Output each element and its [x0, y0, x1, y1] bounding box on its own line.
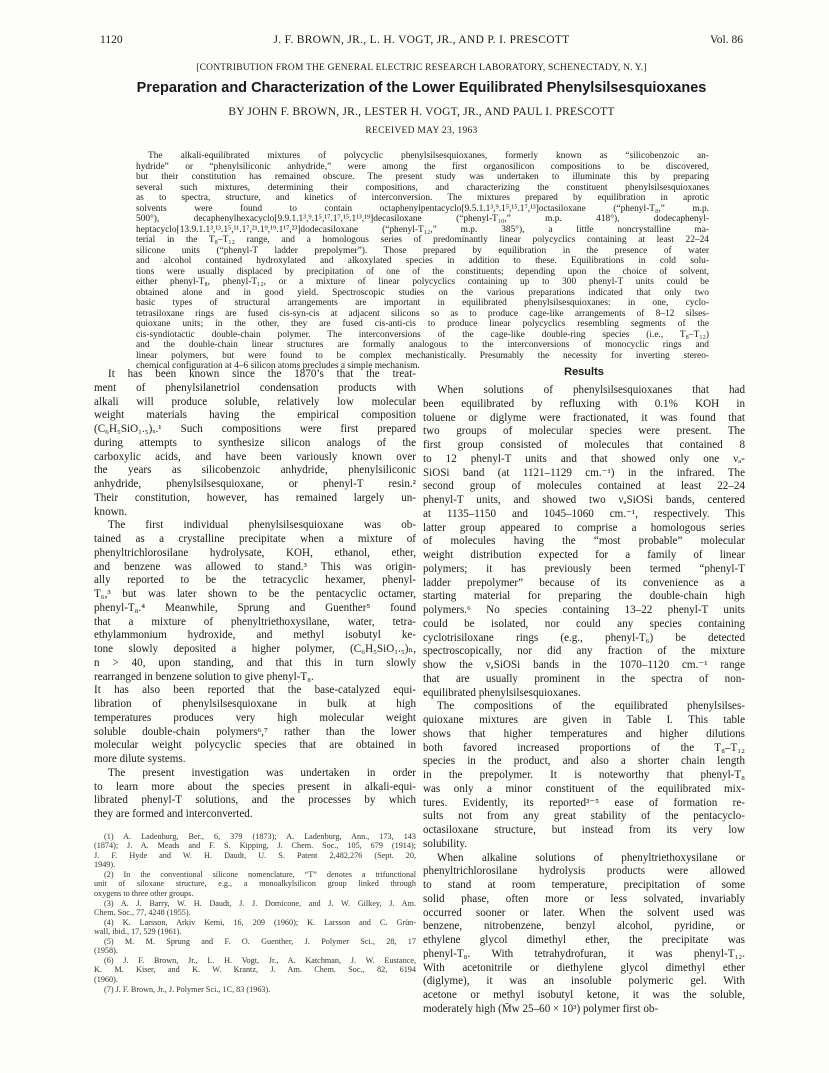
body-line: two groups of molecular species were present. The: [423, 425, 745, 438]
abstract-line: heptacyclo[13.9.1.1³,¹³.1⁵,¹¹.1⁷,²¹.1⁹,¹⁹.1¹⁷,²³]dodecasiloxane (“phenyl-T₁₂,” m.p. 385°), a little noncrystalline ma-: [136, 224, 709, 235]
body-line: polymers.⁶ No species containing 13–22 phenyl-T units: [423, 604, 745, 616]
footnote-line: (1874); J. A. Meads and F. S. Kipping, J. Chem. Soc., 105, 679 (1914);: [94, 841, 416, 851]
footnote-line: (7) J. F. Brown, Jr., J. Polymer Sci., 1C, 83 (1963).: [104, 984, 271, 994]
body-line: show the νₐSiOSi bands in the 1070–1120 cm.⁻¹ range: [423, 659, 745, 671]
footnote-line: (1958).: [94, 946, 118, 956]
footnote-line: (1) A. Ladenburg, Ber., 6, 379 (1873); A. Ladenburg, Ann., 173, 143: [104, 831, 416, 841]
body-line: SiOSi band (at 1121–1129 cm.⁻¹) in the infrared. The: [423, 466, 745, 479]
footnote-line: J. F. Hyde and W. H. Daudt, U. S. Patent 2,482,276 (Sept. 20,: [94, 850, 416, 860]
body-line: that a mixture of phenyltriethoxysilane, water, tetra-: [94, 615, 416, 628]
body-line: When alkaline solutions of phenyltriethoxysilane or: [437, 851, 745, 864]
body-line: phenyltrichlorosilane hydrolysate, KOH, ethanol, ether,: [94, 546, 416, 559]
body-line: equilibrated phenylsilsesquioxanes.: [423, 686, 581, 699]
body-line: The compositions of the equilibrated phenylsilses-: [437, 700, 745, 713]
body-line: to 12 phenyl-T units and that showed only one νₐ-: [423, 452, 745, 465]
body-line: cyclotrisiloxane rings (e.g., phenyl-T₆) be detected: [423, 631, 745, 644]
body-line: tone slowly deposited a higher polymer, (C₆H₅SiO₁.₅)ₙ,: [94, 643, 416, 655]
left-column: [94, 368, 416, 994]
footnote-line: oxygens to three other groups.: [94, 889, 194, 899]
received-date: RECEIVED MAY 23, 1963: [365, 126, 478, 136]
volume-number: Vol. 86: [709, 34, 743, 46]
body-line: the years as silicobenzoic anhydride, phenylsiliconic: [94, 464, 416, 477]
body-line: anhydride, phenylsilsesquioxane, or phenyl-T resin.²: [94, 478, 416, 490]
body-line: solubility.: [423, 837, 467, 850]
body-line: solid phase, often more or less solvated, invariably: [423, 892, 745, 905]
body-line: phenyl-T₈.⁴ Meanwhile, Sprung and Guenther⁵ found: [94, 601, 416, 614]
body-line: occurred sooner or later. When the solvent used was: [423, 906, 745, 919]
body-line: sults not from any great stability of the pentacyclo-: [423, 810, 745, 823]
body-line: octasiloxane structure, but instead from its very low: [423, 824, 745, 836]
body-line: ment of phenylsilanetriol condensation products with: [94, 381, 416, 394]
body-line: first group consisted of molecules that contained 8: [423, 439, 745, 451]
body-line: during attempts to synthesize silicon analogs of the: [94, 436, 416, 449]
body-line: The first individual phenylsilsesquioxane was ob-: [108, 519, 416, 532]
abstract-line: cis-syndiotactic double-chain polymer. The interconversions of the cage-like double-ring species (i.e., T₈–T₁₂): [136, 329, 709, 340]
body-line: temperatures produces very high molecular weight: [94, 711, 416, 724]
abstract-line: hydride” or “phenylsiliconic anhydride,” were among the first organosilicon compositions to be discovered,: [136, 161, 709, 172]
abstract-line: 500°), decaphenylhexacyclo[9.9.1.1³,⁹.1⁵,¹⁷.1⁷,¹⁵.1¹³,¹⁹]decasiloxane (“phenyl-T₁₀,” m.p. 418°), dodecaphenyl-: [136, 214, 709, 224]
body-line: benzene, nitrobenzene, benzyl alcohol, pyridine, or: [423, 920, 745, 933]
body-line: ally reported to be the tetracyclic hexamer, phenyl-: [94, 574, 416, 587]
body-line: could be isolated, nor could any species containing: [423, 617, 745, 630]
body-line: weight distribution expected for a family of linear: [423, 549, 745, 561]
footnote-line: (6) J. F. Brown, Jr., L. H. Vogt, Jr., A. Katchman, J. W. Eustance,: [104, 955, 416, 965]
results-text: [423, 384, 745, 1017]
body-line: When solutions of phenylsilsesquioxanes that had: [437, 384, 745, 396]
abstract-line: chemical configuration at 4–6 silicon atoms precludes a simple mechanism.: [136, 361, 420, 371]
body-line: n > 40, upon standing, and that this in turn slowly: [94, 656, 416, 669]
abstract-line: terial in the T₈–T₁₂ range, and a homologous series of predominantly linear polycyclics containing at least 22–24: [136, 235, 709, 245]
body-line: (diglyme), it was an insoluble polymeric gel. With: [423, 975, 745, 988]
footnote-line: 1949).: [94, 860, 116, 870]
abstract-line: several such mixtures, determining their compositions, and characterizing the constituent phenylsilsesquioxanes: [136, 182, 709, 193]
abstract-line: quioxane units; in the other, they are fused cis-anti-cis to produce linear polycyclics resembling segments of the: [136, 319, 709, 329]
abstract-line: silicone units (“phenyl-T ladder prepolymer”). Those prepared by equilibration in the presence of water: [136, 245, 709, 256]
body-line: been equilibrated by refluxing with 0.1% KOH in: [423, 397, 745, 410]
body-line: quioxane mixtures are given in Table I. This table: [423, 714, 745, 726]
body-line: It has also been reported that the base-catalyzed equi-: [94, 684, 416, 697]
intro-text: [94, 368, 416, 822]
abstract-line: and alcohol contained hydroxylated and alkoxylated species in addition to these. Equilibrations in cold solu-: [136, 256, 709, 266]
body-line: rearranged in benzene solution to give phenyl-T₈.: [94, 670, 314, 683]
right-column: [423, 366, 745, 1017]
footnote-line: wall, ibid., 17, 529 (1961).: [94, 927, 182, 937]
body-line: they are formed and interconverted.: [94, 808, 253, 820]
body-line: ethylene glycol dimethyl ether, the precipitate was: [423, 934, 745, 946]
body-line: T₆,³ but was later shown to be the pentacyclic octamer,: [94, 588, 416, 600]
footnote-line: (4) K. Larsson, Arkiv Kemi, 16, 209 (1960); K. Larsson and C. Grün-: [104, 917, 416, 927]
abstract-line: The alkali-equilibrated mixtures of polycyclic phenylsilsesquioxanes, formerly known as “silicobenzoic an-: [148, 151, 709, 161]
abstract-line: solvents were found to contain octaphenylpentacyclo[9.5.1.1³,⁹.1⁵,¹⁵.1⁷,¹³]octasiloxane (“phenyl-T₈,” m.p.: [136, 203, 709, 214]
body-line: moderately high (M̄w 25–60 × 10³) polymer first ob-: [423, 1002, 659, 1015]
footnotes: [94, 832, 416, 994]
body-line: both favored increased proportions of the T₈–T₁₂: [423, 741, 745, 754]
body-line: librated phenyl-T solutions, and the processes by which: [94, 794, 416, 807]
body-line: to learn more about the species present in alkali-equi-: [94, 780, 416, 793]
abstract-line: basic types of structural arrangements are important in equilibrated phenylsilsesquioxanes: in one, cyclo-: [136, 298, 709, 308]
footnote-line: unit of siloxane structure, e.g., a monoalkylsilicon group linked through: [94, 879, 416, 889]
abstract-line: either phenyl-T₈, phenyl-T₁₂, or a mixture of linear polycyclics containing up to 300 phenyl-T units could be: [136, 277, 709, 287]
footnote-line: (1960).: [94, 974, 118, 984]
body-line: ladder prepolymer” because of its convenience as a: [423, 576, 745, 589]
abstract-line: and the double-chain linear structures are formally analogous to the interconversions of monocyclic rings and: [136, 340, 709, 350]
body-line: polymers; it has previously been termed “phenyl-T: [423, 562, 745, 575]
body-line: known.: [94, 505, 127, 518]
running-head: [100, 34, 743, 52]
results-heading: Results: [564, 366, 604, 378]
abstract-line: tetrasiloxane rings are fused cis-syn-cis at adjacent silicons so as to produce cage-like arrangements of 8–12 silses-: [136, 308, 709, 319]
byline: BY JOHN F. BROWN, JR., LESTER H. VOGT, JR., AND PAUL I. PRESCOTT: [228, 106, 615, 118]
body-line: molecular weight polycyclic species that are obtained in: [94, 739, 416, 752]
footnote-line: (2) In the conventional silicone nomenclature, “T” denotes a trifunctional: [104, 869, 416, 879]
body-line: Their constitution, however, has remained largely un-: [94, 491, 416, 504]
page-number: 1120: [100, 34, 123, 46]
body-line: libration of phenylsilsesquioxane in bulk at high: [94, 698, 416, 710]
body-line: more dilute systems.: [94, 753, 186, 765]
body-line: was only a minor constituent of the equilibrated mix-: [423, 782, 745, 795]
body-line: phenyl-T units, and showed two νₐSiOSi bands, centered: [423, 494, 745, 506]
body-line: alkali will produce soluble, relatively low molecular: [94, 395, 416, 408]
body-line: species in the product, and also a shorter chain length: [423, 755, 745, 768]
running-head-authors: J. F. BROWN, JR., L. H. VOGT, JR., AND P. I. PRESCOTT: [273, 34, 570, 46]
body-line: acetone or methyl isobutyl ketone, it was the soluble,: [423, 989, 745, 1001]
body-line: weight materials having the empirical composition: [94, 409, 416, 422]
body-line: soluble double-chain polymers⁶,⁷ rather than the lower: [94, 725, 416, 738]
body-line: phenyl-T₈. With tetrahydrofuran, it was phenyl-T₁₂.: [423, 947, 745, 960]
body-line: phenyltrichlorosilane hydrolysis products were allowed: [423, 865, 745, 878]
body-line: and benzene was allowed to stand.³ This was origin-: [94, 560, 416, 573]
body-line: tained as a crystalline precipitate when a mixture of: [94, 533, 416, 545]
footnote-line: Chem. Soc., 77, 4248 (1955).: [94, 908, 191, 918]
body-line: tures. Evidently, its reported³⁻⁵ ease of formation re-: [423, 796, 745, 809]
body-line: starting material for preparing the double-chain high: [423, 590, 745, 603]
abstract-line: obtained alone and in good yield. Spectroscopic studies on the various preparations indicated that only two: [136, 287, 709, 298]
body-line: (C₆H₅SiO₁.₅)ₓ.¹ Such compositions were first prepared: [94, 423, 416, 435]
footnote-line: K. M. Kiser, and K. W. Krantz, J. Am. Chem. Soc., 82, 6194: [94, 965, 416, 975]
body-line: that are usually prominent in the spectra of non-: [423, 672, 745, 685]
abstract-line: tions were usually displaced by precipitation of one of the constituents; depending upon the choice of solvent,: [136, 266, 709, 277]
body-line: toluene or diglyme were fractionated, it was found that: [423, 411, 745, 424]
body-line: The present investigation was undertaken in order: [108, 766, 416, 779]
body-line: It has been known since the 1870’s that the treat-: [108, 368, 416, 380]
footnote-line: (5) M. M. Sprung and F. O. Guenther, J. Polymer Sci., 28, 17: [104, 936, 416, 946]
body-line: shows that higher temperatures and higher dilutions: [423, 727, 745, 740]
abstract-line: but their constitution has remained obscure. The present study was undertaken to illuminate this by preparing: [136, 172, 709, 182]
body-line: ethylammonium hydroxide, and methyl isobutyl ke-: [94, 629, 416, 642]
body-line: With acetonitrile or diethylene glycol dimethyl ether: [423, 961, 745, 974]
abstract: [136, 151, 709, 372]
contribution-line: [CONTRIBUTION FROM THE GENERAL ELECTRIC RESEARCH LABORATORY, SCHENECTADY, N. Y.]: [196, 63, 647, 73]
body-line: in the prepolymer. It is noteworthy that phenyl-T₈: [423, 769, 745, 781]
abstract-line: as to spectra, structure, and kinetics of interconversion. The mixtures prepared by equilibration in aprotic: [136, 193, 709, 203]
abstract-line: linear polymers, but were found to be complex mechanistically. Presumably the necessity for inverting stereo-: [136, 350, 709, 361]
body-line: second group of molecules contained at least 22–24: [423, 480, 745, 493]
body-line: spectroscopically, nor did any fraction of the mixture: [423, 645, 745, 658]
body-line: of molecules having the “most probable” molecular: [423, 535, 745, 548]
footnote-line: (3) A. J. Barry, W. H. Daudt, J. J. Domicone, and J. W. Gilkey, J. Am.: [104, 898, 416, 908]
article-title: Preparation and Characterization of the Lower Equilibrated Phenylsilsesquioxanes: [136, 80, 707, 96]
body-line: to stand at room temperature, precipitation of some: [423, 879, 745, 891]
body-line: at 1135–1150 and 1045–1060 cm.⁻¹, respectively. This: [423, 507, 745, 520]
body-line: carboxylic acids, and have been variously known over: [94, 450, 416, 463]
body-line: latter group appeared to comprise a homologous series: [423, 521, 745, 534]
